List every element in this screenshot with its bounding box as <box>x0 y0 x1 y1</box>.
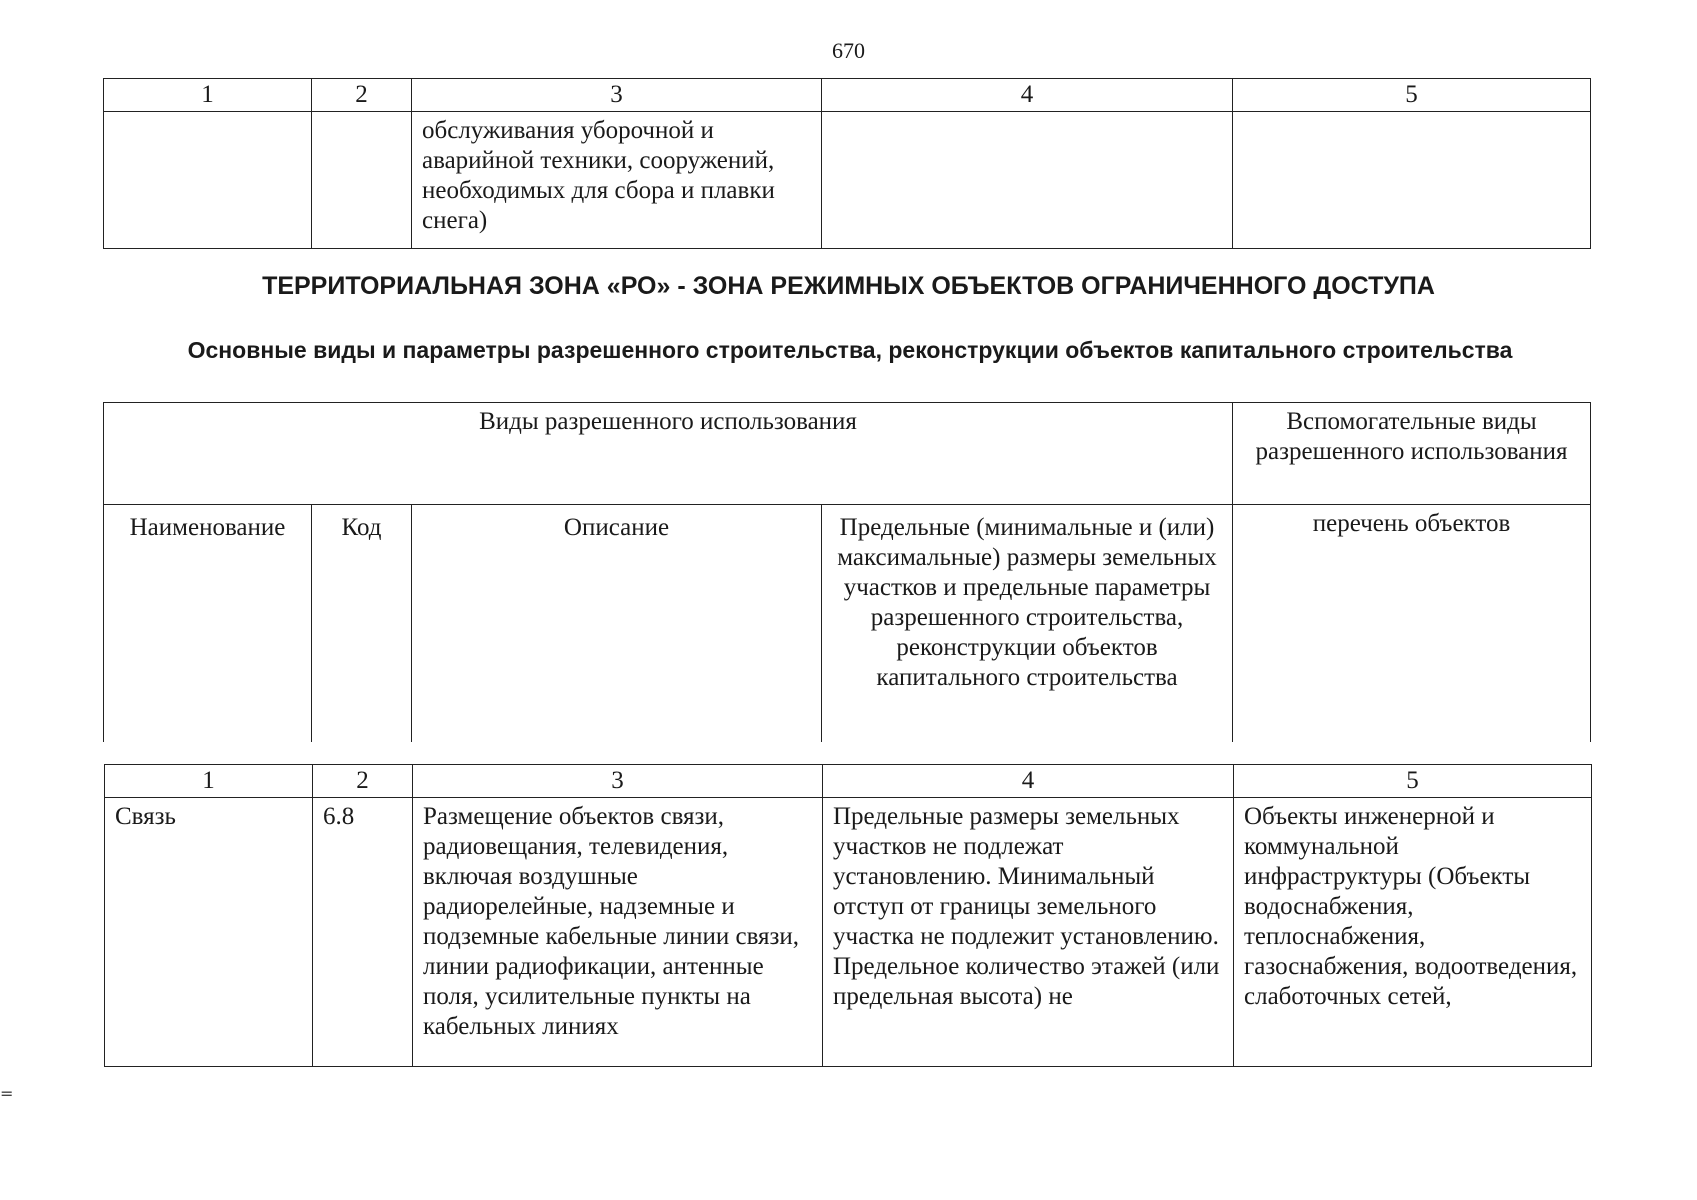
table-row <box>105 798 1592 1067</box>
top-table-row <box>104 112 1591 249</box>
header-columns-row <box>104 505 1591 743</box>
col-number-1: 1 <box>104 79 312 112</box>
col-description-header: Описание <box>412 505 822 743</box>
zone-title: ТЕРРИТОРИАЛЬНАЯ ЗОНА «РО» - ЗОНА РЕЖИМНЫХ ОБЪЕКТОВ ОГРАНИЧЕННОГО ДОСТУПА <box>262 272 1435 300</box>
col-number-4: 4 <box>823 765 1234 798</box>
top-cell-1 <box>104 112 312 249</box>
col-number-5: 5 <box>1233 79 1591 112</box>
top-table <box>103 78 1591 249</box>
col-number-5: 5 <box>1234 765 1592 798</box>
col-objects-header: перечень объектов <box>1233 505 1591 743</box>
row-auxiliary-objects: Объекты инженерной и коммунальной инфраструктуры (Объекты водоснабжения, теплоснабжения, газоснабжения, водоотведения, слаботочных сетей, <box>1234 798 1592 1067</box>
page-number: 670 <box>832 38 865 63</box>
col-number-2: 2 <box>312 79 412 112</box>
main-table-number-row <box>105 765 1592 798</box>
top-cell-description: обслуживания уборочной и аварийной техники, сооружений, необходимых для сбора и плавки снега) <box>412 112 822 249</box>
top-cell-5 <box>1233 112 1591 249</box>
col-name-header: Наименование <box>104 505 312 743</box>
top-table-number-row <box>104 79 1591 112</box>
header-group-row <box>104 403 1591 505</box>
section-title: Основные виды и параметры разрешенного строительства, реконструкции объектов капитального строительства <box>187 337 1513 363</box>
row-code: 6.8 <box>313 798 413 1067</box>
row-description: Размещение объектов связи, радиовещания, телевидения, включая воздушные радиорелейные, надземные и подземные кабельные линии связи, линии радиофикации, антенные поля, усилительные пункты на кабельных линиях <box>413 798 823 1067</box>
top-cell-2 <box>312 112 412 249</box>
main-table <box>104 764 1592 1067</box>
col-number-3: 3 <box>413 765 823 798</box>
edge-mark: = <box>0 1084 14 1103</box>
group-main-header: Виды разрешенного использования <box>104 403 1233 505</box>
col-params-header: Предельные (минимальные и (или) максимальные) размеры земельных участков и предельные параметры разрешенного строительства, реконструкции объектов капитального строительства <box>822 505 1233 743</box>
col-number-1: 1 <box>105 765 313 798</box>
top-cell-4 <box>822 112 1233 249</box>
col-number-3: 3 <box>412 79 822 112</box>
group-aux-header: Вспомогательные виды разрешенного использования <box>1233 403 1591 505</box>
row-parameters: Предельные размеры земельных участков не подлежат установлению. Минимальный отступ от границы земельного участка не подлежит установлению. Предельное количество этажей (или предельная высота) не <box>823 798 1234 1067</box>
col-number-4: 4 <box>822 79 1233 112</box>
col-number-2: 2 <box>313 765 413 798</box>
col-code-header: Код <box>312 505 412 743</box>
header-table <box>103 402 1591 742</box>
row-name: Связь <box>105 798 313 1067</box>
